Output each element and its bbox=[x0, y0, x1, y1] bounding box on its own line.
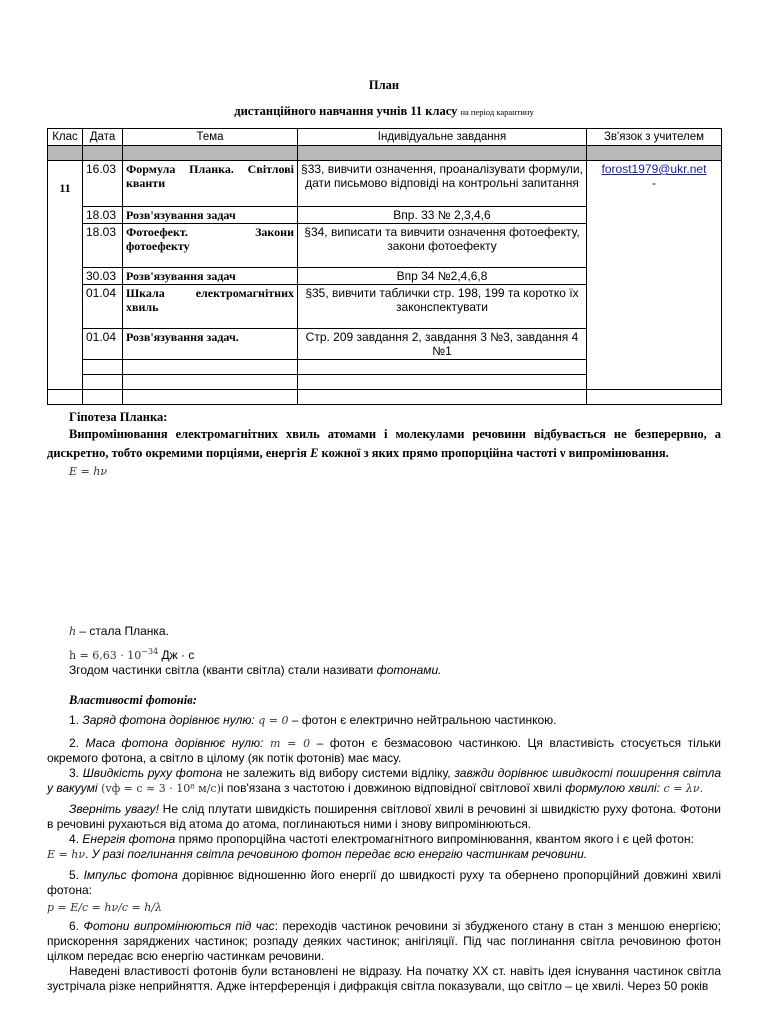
contact-email-link[interactable]: forost1979@ukr.net bbox=[601, 162, 707, 176]
row-task: §35, вивчити таблички стр. 198, 199 та коротко їх законспектувати bbox=[298, 285, 587, 329]
col-header-date: Дата bbox=[83, 129, 123, 146]
last-paragraph: Наведені властивості фотонів були встановлені не відразу. На початку ХХ ст. навіть ідея існування частинок світла зустрічала різке неприйняття. Адже інтерференція і дифракція світла показували, що світло – це хвилі. Через 50 років bbox=[47, 964, 721, 993]
property-5: 5. Імпульс фотона дорівнює відношенню його енергії до швидкості руху та обернено пропорційний довжині хвилі фотона: bbox=[47, 868, 721, 897]
property-2: 2. Маса фотона дорівнює нулю: m = 0 – фотон є безмасовою частинкою. Ця властивість стосується тільки окремого фотона, а світло в цілому (як потік фотонів) має масу. bbox=[47, 736, 721, 765]
plan-table bbox=[47, 128, 722, 405]
properties-heading: Властивості фотонів: bbox=[69, 693, 197, 707]
table-row bbox=[48, 161, 722, 207]
class-number: 11 bbox=[48, 161, 83, 390]
subtitle-main: дистанційного навчання учнів 11 класу bbox=[234, 104, 458, 118]
row-task: §33, вивчити означення, проаналізувати формули, дати письмово відповіді на контрольні запитання bbox=[298, 161, 587, 207]
properties-section bbox=[47, 693, 721, 994]
col-header-task: Індивідуальне завдання bbox=[298, 129, 587, 146]
row-topic: Розв'язування задач bbox=[123, 268, 298, 285]
table-header-row bbox=[48, 129, 722, 146]
photons-line: Згодом частинки світла (кванти світла) стали називати фотонами. bbox=[69, 663, 442, 677]
property-3: 3. Швидкість руху фотона не залежить від вибору системи відліку, завжди дорівнює швидкості поширення світла у вакуумі (vф = c ≈ 3 · 10⁸ м/с)і пов'язана з частотою і довжиною відповідної світлової хвилі формулою хвилі: c = λν. bbox=[47, 766, 722, 795]
row-topic: Фотоефект. Закони фотоефекту bbox=[123, 224, 298, 268]
planck-section bbox=[47, 624, 721, 678]
contact-cell bbox=[587, 161, 722, 390]
hypothesis-text: Випромінювання електромагнітних хвиль атомами і молекулами речовини відбувається не безперервно, а дискретно, тобто окремими порціями, енергія E кожної з яких прямо пропорційна частоті ν випромінювання. bbox=[47, 427, 721, 460]
col-header-contact: Зв'язок з учителем bbox=[587, 129, 722, 146]
row-topic: Розв'язування задач bbox=[123, 207, 298, 224]
planck-label-line: h – стала Планка. bbox=[69, 624, 169, 638]
col-header-class: Клас bbox=[48, 129, 83, 146]
row-topic: Розв'язування задач. bbox=[123, 329, 298, 360]
hypothesis-heading: Гіпотеза Планка: bbox=[69, 410, 168, 424]
row-date: 01.04 bbox=[83, 285, 123, 329]
planck-value: $h = 6,63 \cdot 10^{-34}$ Дж · с bbox=[69, 647, 195, 662]
row-date: 01.04 bbox=[83, 329, 123, 360]
row-topic: Шкала електромагнітних хвиль bbox=[123, 285, 298, 329]
property-6: 6. Фотони випромінюються під час: переходів частинок речовини зі збудженого стану в стан з меншою енергією; прискорення заряджених частинок; розпаду деяких частинок; анігіляції. Під час поглинання світла речовиною фотон цілком передає всю енергію частинкам речовини. bbox=[47, 919, 721, 963]
row-task: Впр. 33 № 2,3,4,6 bbox=[298, 207, 587, 224]
contact-dash: - bbox=[652, 176, 656, 190]
col-header-topic: Тема bbox=[123, 129, 298, 146]
row-task: Стр. 209 завдання 2, завдання 3 №3, завдання 4 №1 bbox=[298, 329, 587, 360]
property-4: 4. Енергія фотона прямо пропорційна частоті електромагнітного випромінювання, квантом якого і є цей фотон: E = hν. У разі поглинання світла речовиною фотон передає всю енергію частинкам речовини. bbox=[47, 832, 694, 861]
row-date: 18.03 bbox=[83, 224, 123, 268]
row-date: 18.03 bbox=[83, 207, 123, 224]
row-task: §34, виписати та вивчити означення фотоефекту, закони фотоефекту bbox=[298, 224, 587, 268]
page-title: План bbox=[368, 78, 400, 92]
row-date: 16.03 bbox=[83, 161, 123, 207]
row-task: Впр 34 №2,4,6,8 bbox=[298, 268, 587, 285]
table-row-empty bbox=[48, 390, 722, 405]
page-subtitle bbox=[0, 104, 768, 119]
table-spacer-row bbox=[48, 146, 722, 161]
row-date: 30.03 bbox=[83, 268, 123, 285]
hypothesis-section bbox=[47, 410, 721, 478]
formula-e-hv: E = hν bbox=[69, 465, 108, 478]
row-topic: Формула Планка. Світлові кванти bbox=[123, 161, 298, 207]
subtitle-small: на період карантину bbox=[460, 107, 534, 117]
note-paragraph: Зверніть увагу! Не слід плутати швидкість поширення світлової хвилі в речовині зі швидкістю руху фотона. Фотони в речовині рухаються від атома до атома, поглинаються ними і знову випромінюються. bbox=[47, 802, 721, 831]
property-1: 1. Заряд фотона дорівнює нулю: q = 0 – фотон є електрично нейтральною частинкою. bbox=[69, 713, 557, 727]
formula-momentum: p = E/c = hν/c = h/λ bbox=[47, 901, 162, 914]
